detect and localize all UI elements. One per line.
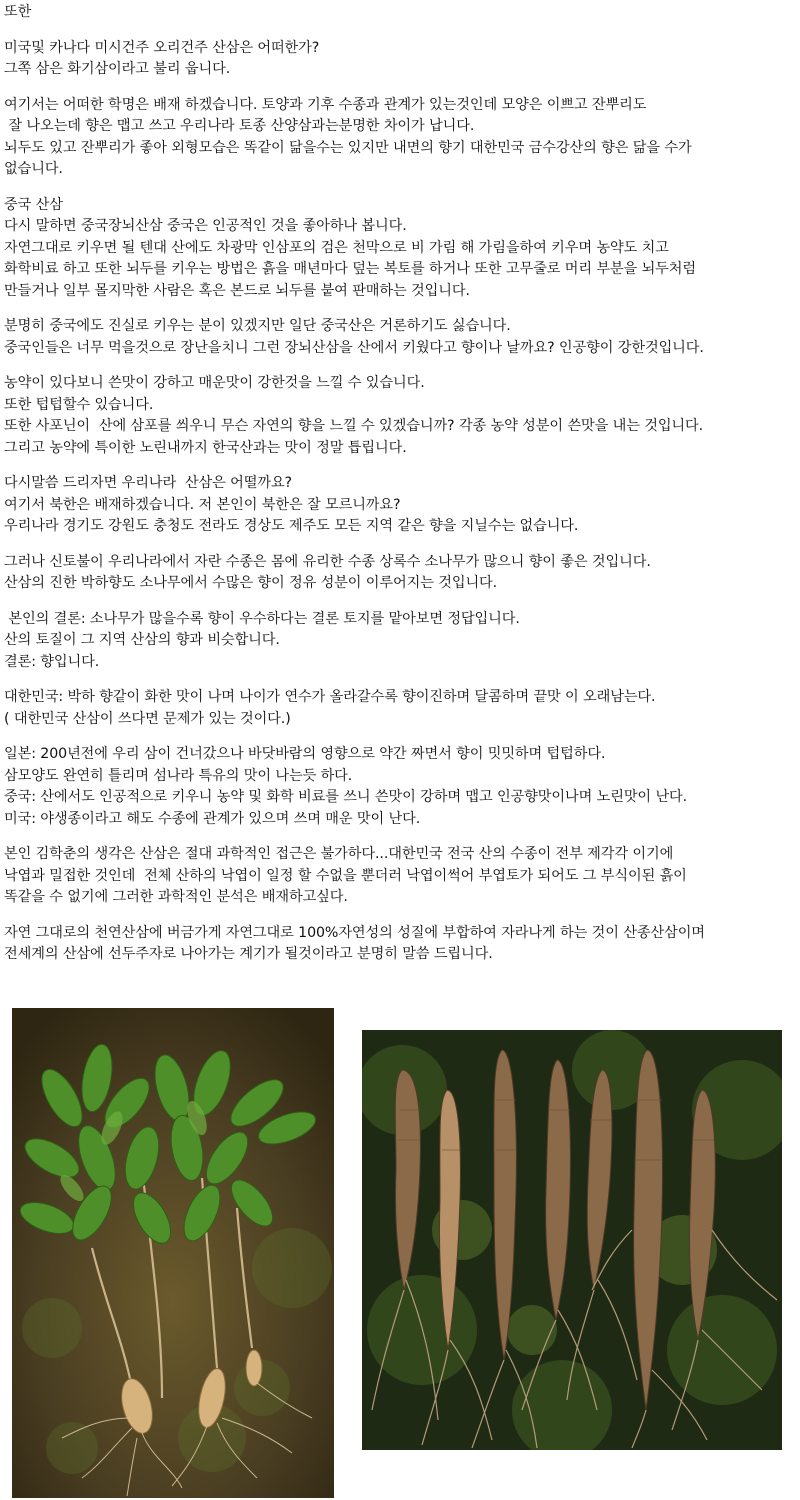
paragraph-gap [4,538,796,552]
text-line: 그러나 신토불이 우리나라에서 자란 수종은 몸에 유리한 수종 상록수 소나무가 많으니 향이 좋은 것입니다. [4,553,651,570]
article-body [4,2,796,966]
text-line: 그리고 농약에 특이한 노린내까지 한국산과는 맛이 정말 틉립니다. [4,439,407,456]
paragraph [4,687,796,730]
text-line: 만들거나 일부 몰지막한 사람은 혹은 본드로 뇌두를 붙여 판매하는 것입니다. [4,282,470,299]
paragraph-gap [4,730,796,744]
text-line: 자연 그대로의 천연산삼에 버금가게 자연그대로 100%자연성의 성질에 부합하여 자라나게 하는 것이 산종산삼이며 [4,924,705,941]
paragraph [4,844,796,909]
text-line: 낙엽과 밀접한 것인데 전체 산하의 낙엽이 일정 할 수없을 뿐더러 낙엽이썩어 부엽토가 되어도 그 부식이된 흙이 [4,867,687,884]
text-line: 잘 나오는데 향은 맵고 쓰고 우리나라 토종 산양삼과는분명한 차이가 납니다. [4,118,475,134]
paragraph [4,473,796,538]
text-line: 삼모양도 완연히 틀리며 섬나라 특유의 맛이 나는듯 하다. [4,767,353,784]
paragraph [4,552,796,595]
paragraph-gap [4,24,796,38]
text-line: 대한민국: 박하 향같이 화한 맛이 나며 나이가 연수가 올라갈수록 향이진하며 달콤하며 끝맛 이 오래남는다. [4,689,656,705]
text-line: 중국인들은 너무 먹을것으로 장난을치니 그런 장뇌산삼을 산에서 키웠다고 향이나 날까요? 인공향이 강한것입니다. [4,339,704,356]
text-line: 없습니다. [4,161,63,177]
text-line: 농약이 있다보니 쓴맛이 강하고 매운맛이 강한것을 느낄 수 있습니다. [4,375,425,391]
paragraph [4,373,796,459]
paragraph [4,38,796,81]
text-line: 다시말씀 드리자면 우리나라 산삼은 어떨까요? [4,475,292,491]
text-line: 여기서 북한은 배재하겠습니다. 저 본인이 북한은 잘 모르니까요? [4,496,401,513]
text-line: 또한 텁텁할수 있습니다. [4,396,154,413]
text-line: 또한 사포닌이 산에 삼포를 씌우니 무슨 자연의 향을 느낄 수 있겠습니까? 각종 농약 성분이 쓴맛을 내는 것입니다. [4,418,704,434]
paragraph [4,609,796,674]
ginseng-plant-with-leaves-icon [12,1008,334,1498]
text-line: 본인의 결론: 소나무가 많을수록 향이 우수하다는 결론 토지를 맡아보면 정답입니다. [4,610,520,627]
text-line: 산삼의 진한 박하향도 소나무에서 수많은 향이 정유 성분이 이루어지는 것입니다. [4,575,498,591]
text-line: 다시 말하면 중국장뇌산삼 중국은 인공적인 것을 좋아하나 봅니다. [4,218,407,234]
paragraph-gap [4,81,796,95]
text-line: 결론: 향입니다. [4,653,100,670]
text-line: 자연그대로 키우면 될 텐대 산에도 차광막 인삼포의 검은 천막으로 비 가림 해 가림을하여 키우며 농약도 치고 [4,239,669,256]
wild-ginseng-roots-icon [362,1030,782,1450]
text-line: 뇌두도 있고 잔뿌리가 좋아 외형모습은 똑같이 닮을수는 있지만 내면의 향기 대한민국 금수강산의 향은 닮을 수가 [4,139,692,156]
ginseng-plant-photo [12,1008,334,1498]
text-line: 미국및 카나다 미시건주 오리건주 산삼은 어떠한가? [4,39,320,56]
text-line: 중국 산삼 [4,196,63,213]
text-line: 중국: 산에서도 인공적으로 키우니 농약 및 화학 비료를 쓰니 쓴맛이 강하며 맵고 인공향맛이나며 노린맛이 난다. [4,789,688,805]
text-line: 미국: 야생종이라고 해도 수종에 관계가 있으며 쓰며 매운 맛이 난다. [4,810,421,827]
paragraph-gap [4,595,796,609]
paragraph-gap [4,673,796,687]
paragraph-gap [4,359,796,373]
paragraph [4,195,796,303]
paragraph [4,95,796,181]
paragraph-gap [4,459,796,473]
text-line: 산의 토질이 그 지역 산삼의 향과 비슷합니다. [4,632,280,648]
paragraph [4,923,796,966]
paragraph-gap [4,909,796,923]
paragraph [4,2,796,24]
text-line: 일본: 200년전에 우리 삼이 건너갔으나 바닷바람의 영향으로 약간 짜면서 향이 밋밋하며 텁텁하다. [4,746,606,762]
paragraph-gap [4,181,796,195]
text-line: 화학비료 하고 또한 뇌두를 키우는 방법은 흙을 매년마다 덮는 복토를 하거나 또한 고무줄로 머리 부분을 뇌두처럼 [4,261,696,277]
text-line: 본인 김학춘의 생각은 산삼은 절대 과학적인 접근은 불가하다...대한민국 전국 산의 수종이 전부 제각각 이기에 [4,846,674,862]
text-line: 똑같을 수 없기에 그러한 과학적인 분석은 배재하고싶다. [4,889,348,905]
paragraph-gap [4,302,796,316]
text-line: 여기서는 어떠한 학명은 배재 하겠습니다. 토양과 기후 수종과 관계가 있는것인데 모양은 이쁘고 잔뿌리도 [4,96,647,113]
text-line: 분명히 중국에도 진실로 키우는 분이 있겠지만 일단 중국산은 거론하기도 싫습니다. [4,318,511,334]
wild-ginseng-roots-photo [362,1030,782,1450]
text-line: 우리나라 경기도 강원도 충청도 전라도 경상도 제주도 모든 지역 같은 향을 지닐수는 없습니다. [4,518,579,534]
paragraph [4,316,796,359]
paragraph [4,744,796,830]
text-line: 그쪽 삼은 화기삼이라고 불리 웁니다. [4,61,231,77]
text-line: ( 대한민국 산삼이 쓰다면 문제가 있는 것이다.) [4,710,291,727]
text-line: 또한 [4,4,32,20]
text-line: 전세계의 산삼에 선두주자로 나아가는 계기가 될것이라고 분명히 말씀 드립니다. [4,946,493,962]
paragraph-gap [4,830,796,844]
